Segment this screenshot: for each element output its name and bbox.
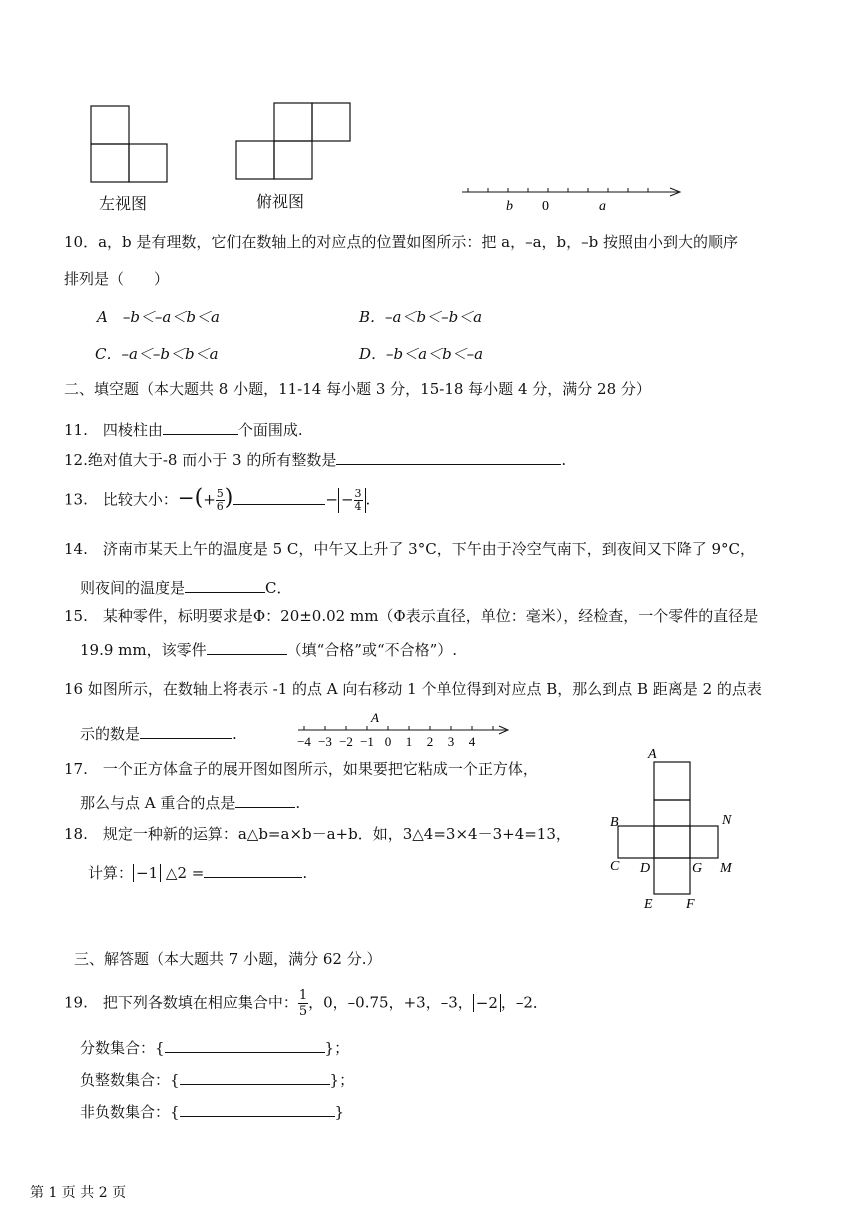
q18-line2: 计算： −1 △2 = .: [88, 864, 308, 882]
q19-set-fraction: 分数集合：{ }；: [80, 1039, 350, 1057]
label-a: a: [599, 199, 606, 214]
tick-label: 1: [405, 734, 413, 749]
left-view-label: 左视图: [99, 194, 148, 213]
q14-line2: 则夜间的温度是 C．: [80, 579, 292, 597]
q10-stem-line2: 排列是（ ）: [64, 270, 170, 288]
q18-blank: [204, 863, 302, 878]
net-label-b: B: [610, 815, 619, 830]
q13-text: 13. 比较大小：: [64, 490, 178, 509]
q14-line1: 14. 济南市某天上午的温度是 5 C，中午又上升了 3°C，下午由于冷空气南下，到夜间又下降了 9°C，: [64, 540, 755, 558]
q10-option-a: A –b＜–a＜b＜a: [97, 308, 220, 326]
q15-line1: 15. 某种零件，标明要求是Φ：20±0.02 mm（Φ表示直径，单位：毫米），经检查，一个零件的直径是: [64, 607, 759, 625]
q11-text: 11. 四棱柱由: [64, 421, 163, 439]
top-view-label: 俯视图: [256, 192, 305, 211]
q19-abs: −2: [473, 994, 501, 1012]
label-b: b: [506, 199, 513, 214]
q10-option-c: C．–a＜–b＜b＜a: [95, 345, 219, 363]
q13-text-end: .: [365, 490, 371, 509]
net-label-f: F: [686, 897, 695, 912]
section3-heading: 三、解答题（本大题共 7 小题，满分 62 分.）: [74, 950, 382, 968]
net-label-a: A: [648, 747, 657, 762]
top-view-figure: [234, 100, 359, 185]
q13: 13. 比较大小：−(+ $\frac{5}{6}$ ) − − $\frac{3}{4}$ .: [64, 485, 371, 513]
q11-blank: [163, 420, 238, 435]
q10-option-b: B．–a＜b＜–b＜a: [359, 308, 483, 326]
tick-label: −4: [297, 734, 311, 749]
q17-line2: 那么与点 A 重合的点是 .: [80, 794, 301, 812]
tick-label: −3: [318, 734, 332, 749]
q19-set-fraction-blank: [165, 1038, 325, 1053]
q14-blank: [185, 578, 265, 593]
cube-net-figure: [606, 744, 746, 914]
q18-line1: 18. 规定一种新的运算：a△b=a×b－a+b．如，3△4=3×4－3+4=13，: [64, 825, 571, 843]
point-a-label: A: [371, 710, 379, 725]
left-view-figure: [88, 104, 178, 189]
q13-abs: − $\frac{3}{4}$: [338, 488, 366, 513]
q12: [64, 450, 566, 469]
q13-minus2: −: [325, 490, 338, 509]
q12-text-end: .: [561, 451, 567, 469]
page-footer: 第 1 页 共 2 页: [30, 1185, 127, 1201]
tick-label: 0: [384, 734, 392, 749]
q19-stem: 19. 把下列各数填在相应集合中： $\frac{1}{5}$ ，0，–0.75，+3，–3， −2 ，–2．: [64, 988, 548, 1019]
q19-set-nonnegative-blank: [180, 1102, 335, 1117]
q19-fraction: $\frac{1}{5}$: [298, 988, 308, 1019]
q13-blank: [233, 490, 325, 505]
q10-option-d: D．–b＜a＜b＜–a: [359, 345, 484, 363]
q13-plus: +: [203, 490, 216, 509]
q15-blank: [207, 640, 287, 655]
q16-blank: [140, 724, 232, 739]
net-label-e: E: [644, 897, 653, 912]
net-label-d: D: [640, 861, 651, 876]
q12-text: 12.绝对值大于-8 而小于 3 的所有整数是: [64, 451, 337, 469]
q19-set-negative-integer-blank: [180, 1070, 330, 1085]
net-label-n: N: [722, 813, 732, 828]
q15-line2: 19.9 mm，该零件 （填“合格”或“不合格”）.: [80, 641, 458, 659]
section2-heading: 二、填空题（本大题共 8 小题，11-14 每小题 3 分，15-18 每小题 4 分，满分 28 分）: [64, 380, 651, 398]
q11: [64, 420, 303, 439]
q16-line1: 16 如图所示，在数轴上将表示 -1 的点 A 向右移动 1 个单位得到对应点 B，那么到点 B 距离是 2 的点表: [64, 680, 762, 698]
number-line-q16: [296, 708, 516, 748]
number-line-q10: [460, 182, 685, 217]
q17-blank: [235, 793, 295, 808]
q18-abs: −1: [133, 864, 161, 882]
net-label-g: G: [692, 861, 703, 876]
net-label-c: C: [610, 859, 620, 874]
q19-set-nonnegative: 非负数集合：{ }: [80, 1103, 345, 1121]
net-label-m: M: [720, 861, 732, 876]
tick-label: 2: [426, 734, 434, 749]
q13-minus: −: [177, 485, 195, 510]
q16-line2: 示的数是 .: [80, 725, 237, 743]
tick-label: −1: [360, 734, 374, 749]
q17-line1: 17. 一个正方体盒子的展开图如图所示，如果要把它粘成一个正方体，: [64, 760, 538, 778]
label-zero: 0: [542, 199, 549, 214]
q19-set-negative-integer: 负整数集合：{ }；: [80, 1071, 355, 1089]
tick-label: −2: [339, 734, 353, 749]
q10-stem-line1: 10．a，b 是有理数，它们在数轴上的对应点的位置如图所示：把 a，–a，b，–b 按照由小到大的顺序: [64, 233, 739, 251]
q12-blank: [336, 450, 561, 465]
q11-text-end: 个面围成.: [237, 421, 303, 439]
tick-label: 3: [447, 734, 455, 749]
tick-label: 4: [468, 734, 476, 749]
q13-fraction1: $\frac{5}{6}$: [216, 487, 224, 513]
